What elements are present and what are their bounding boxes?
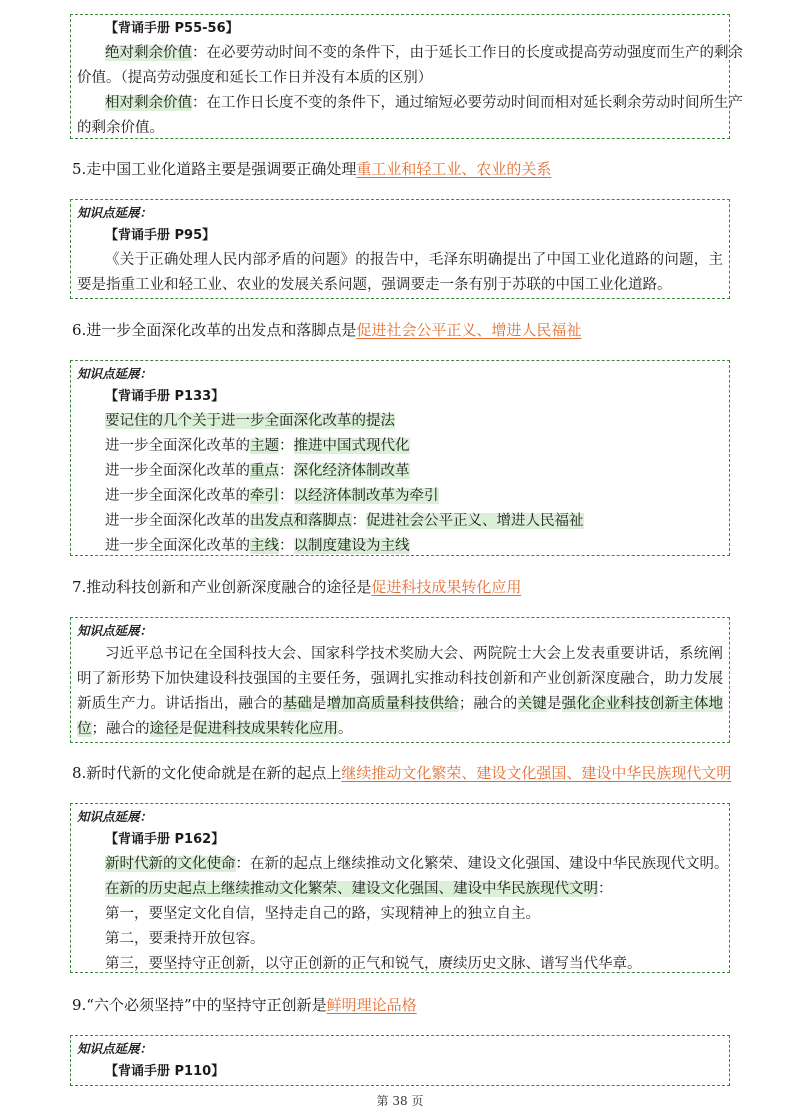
paragraph: 习近平总书记在全国科技大会、国家科学技术奖励大会、两院院士大会上发表重要讲话，系统阐明了新形势下加快建设科技强国的主要任务，强调扎实推动科技创新和产业创新深度融合，助力发展新质生产力。讲话指出，融合的基础是增加高质量科技供给；融合的关键是强化企业科技创新主体地位；融合的途径是促进科技成果转化应用。 xyxy=(77,646,724,737)
knowledge-box-cultural-mission xyxy=(70,803,730,973)
term: 绝对剩余价值 xyxy=(105,45,192,61)
list-item: 进一步全面深化改革的主线：以制度建设为主线 xyxy=(105,538,410,554)
list-head: 要记住的几个关于进一步全面深化改革的提法 xyxy=(105,413,395,429)
term-line-cont: 价值。（提高劳动强度和延长工作日并没有本质的区别） xyxy=(77,70,433,86)
knowledge-box-industrialization xyxy=(70,199,730,299)
extension-label: 知识点延展： xyxy=(77,809,153,824)
handbook-ref: 【背诵手册 P55-56】 xyxy=(105,21,239,36)
list-item: 新时代新的文化使命：在新的起点上继续推动文化繁荣、建设文化强国、建设中华民族现代文明。 xyxy=(105,856,729,872)
answer: 促进科技成果转化应用 xyxy=(371,578,522,596)
list-item: 进一步全面深化改革的主题：推进中国式现代化 xyxy=(105,438,410,454)
question-5: 5.走中国工业化道路主要是强调要正确处理重工业和轻工业、农业的关系 xyxy=(72,160,552,178)
knowledge-box-tech-innovation xyxy=(70,617,730,743)
answer: 重工业和轻工业、农业的关系 xyxy=(356,160,552,178)
handbook-ref: 【背诵手册 P110】 xyxy=(105,1064,225,1079)
handbook-ref: 【背诵手册 P95】 xyxy=(105,228,216,243)
paragraph: 《关于正确处理人民内部矛盾的问题》的报告中，毛泽东明确提出了中国工业化道路的问题，主要是指重工业和轻工业、农业的发展关系问题，强调要走一条有别于苏联的中国工业化道路。 xyxy=(77,252,723,293)
term-line-cont: 的剩余价值。 xyxy=(77,120,164,136)
handbook-ref: 【背诵手册 P133】 xyxy=(105,389,225,404)
extension-label: 知识点延展： xyxy=(77,366,153,381)
handbook-ref: 【背诵手册 P162】 xyxy=(105,832,225,847)
knowledge-box-reform xyxy=(70,360,730,556)
answer: 继续推动文化繁荣、建设文化强国、建设中华民族现代文明 xyxy=(341,764,732,782)
list-item: 第二，要秉持开放包容。 xyxy=(105,931,265,947)
term-line: 绝对剩余价值：在必要劳动时间不变的条件下，由于延长工作日的长度或提高劳动强度而生产的剩余 xyxy=(105,45,743,61)
list-item: 进一步全面深化改革的牵引：以经济体制改革为牵引 xyxy=(105,488,439,504)
question-9: 9.“六个必须坚持”中的坚持守正创新是鲜明理论品格 xyxy=(72,996,417,1014)
answer: 促进社会公平正义、增进人民福祉 xyxy=(356,321,582,339)
extension-label: 知识点延展： xyxy=(77,1041,153,1056)
question-8: 8.新时代新的文化使命就是在新的起点上继续推动文化繁荣、建设文化强国、建设中华民族现代文明 xyxy=(72,764,732,782)
list-item: 第一，要坚定文化自信，坚持走自己的路，实现精神上的独立自主。 xyxy=(105,906,540,922)
list-item: 进一步全面深化改革的重点：深化经济体制改革 xyxy=(105,463,410,479)
question-7: 7.推动科技创新和产业创新深度融合的途径是促进科技成果转化应用 xyxy=(72,578,522,596)
list-item: 进一步全面深化改革的出发点和落脚点：促进社会公平正义、增进人民福祉 xyxy=(105,513,584,529)
question-6: 6.进一步全面深化改革的出发点和落脚点是促进社会公平正义、增进人民福祉 xyxy=(72,321,582,339)
extension-label: 知识点延展： xyxy=(77,205,153,220)
list-item: 第三，要坚持守正创新，以守正创新的正气和锐气，赓续历史文脉、谱写当代华章。 xyxy=(105,956,642,972)
term-line: 相对剩余价值：在工作日长度不变的条件下，通过缩短必要劳动时间而相对延长剩余劳动时间所生产 xyxy=(105,95,743,111)
knowledge-box-theory xyxy=(70,1035,730,1086)
extension-label: 知识点延展： xyxy=(77,623,153,638)
page-number: 第 38 页 xyxy=(376,1094,424,1108)
list-item: 在新的历史起点上继续推动文化繁荣、建设文化强国、建设中华民族现代文明： xyxy=(105,881,613,897)
knowledge-box-surplus-value xyxy=(70,14,743,139)
answer: 鲜明理论品格 xyxy=(326,996,417,1014)
term: 相对剩余价值 xyxy=(105,95,192,111)
